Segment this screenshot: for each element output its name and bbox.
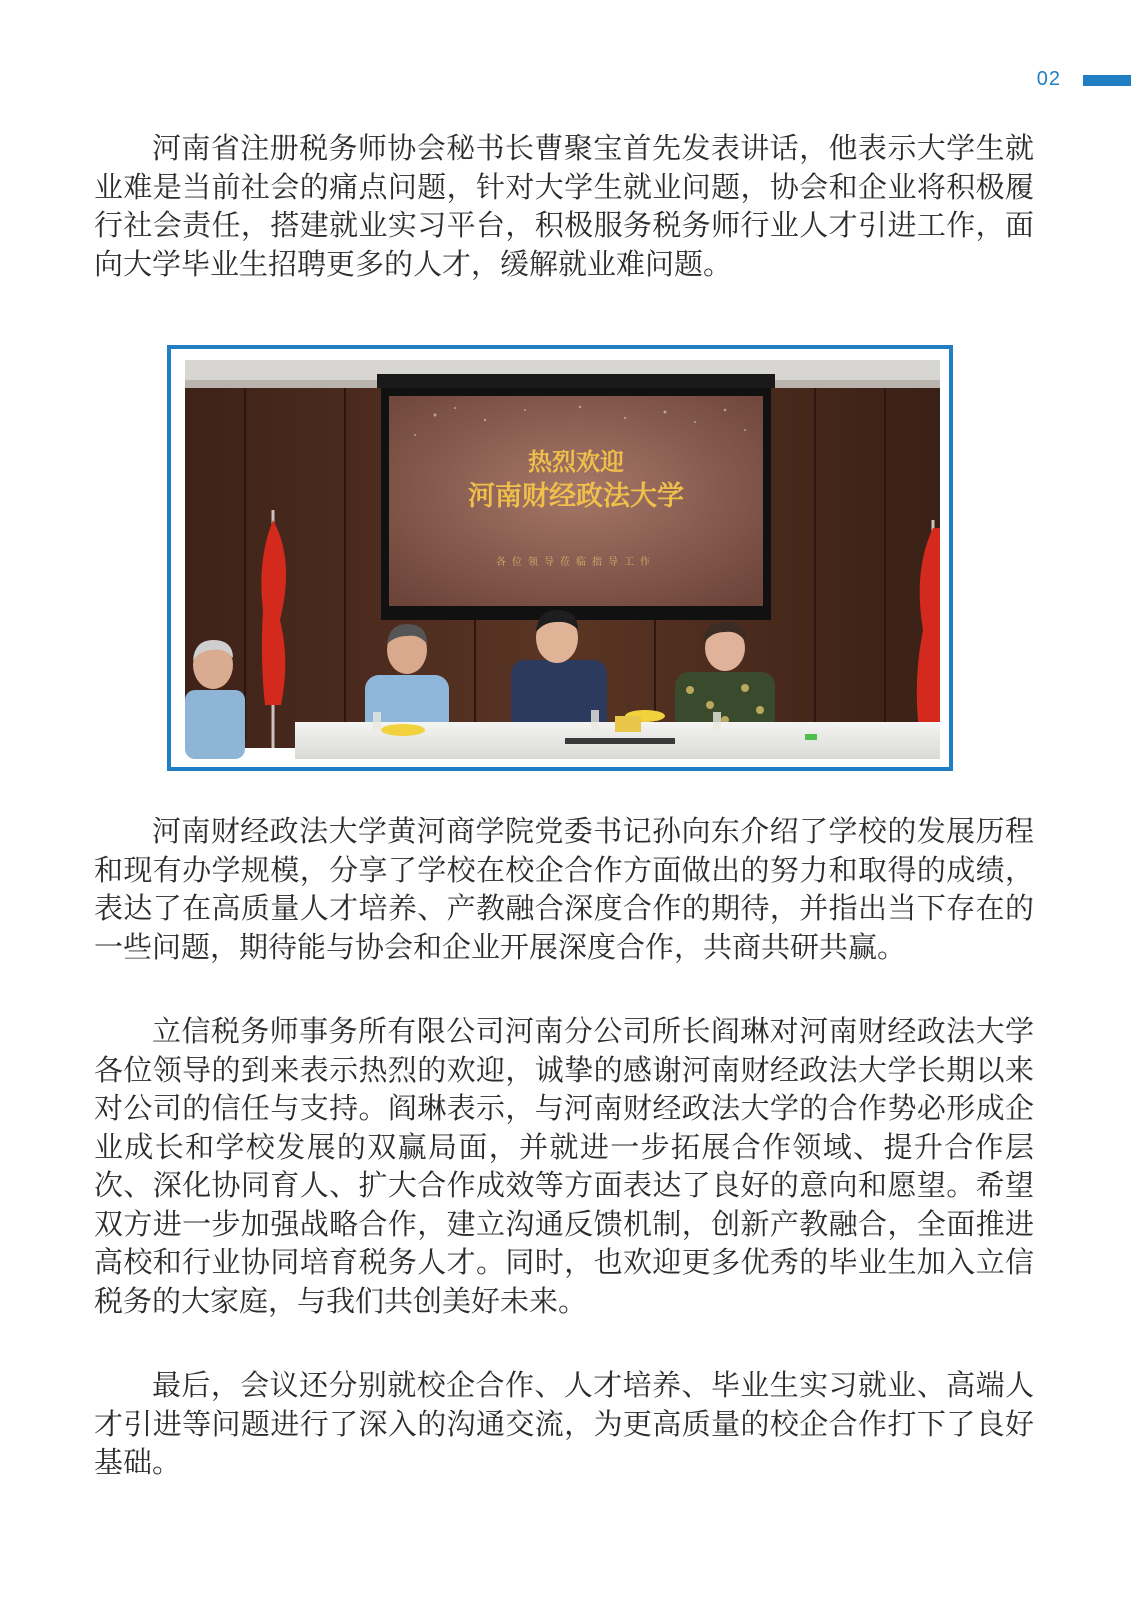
- paragraph-1: 河南省注册税务师协会秘书长曹聚宝首先发表讲话，他表示大学生就业难是当前社会的痛点问题，针对大学生就业问题，协会和企业将积极履行社会责任，搭建就业实习平台，积极服务税务师行业人才引进工作，面向大学毕业生招聘更多的人才，缓解就业难问题。: [94, 131, 1034, 281]
- paragraph-3: 立信税务师事务所有限公司河南分公司所长阎琳对河南财经政法大学各位领导的到来表示热烈的欢迎，诚挚的感谢河南财经政法大学长期以来对公司的信任与支持。阎琳表示，与河南财经政法大学的合作势必形成企业成长和学校发展的双赢局面，并就进一步拓展合作领域、提升合作层次、深化协同育人、扩大合作成效等方面表达了良好的意向和愿望。希望双方进一步加强战略合作，建立沟通反馈机制，创新产教融合，全面推进高校和行业协同培育税务人才。同时，也欢迎更多优秀的毕业生加入立信税务的大家庭，与我们共创美好未来。: [94, 1014, 1034, 1318]
- meeting-photo-frame: [167, 345, 953, 771]
- screen-text-university: 河南财经政法大学: [468, 481, 684, 512]
- page-number: 02: [1036, 68, 1061, 90]
- screen-text-subtitle: 各位领导莅临指导工作: [496, 557, 656, 568]
- page-number-bar: [1083, 75, 1131, 86]
- meeting-photo: [185, 360, 940, 759]
- screen-text-welcome: 热烈欢迎: [528, 448, 624, 476]
- bananas-left: [381, 724, 425, 736]
- paragraph-4: 最后，会议还分别就校企合作、人才培养、毕业生实习就业、高端人才引进等问题进行了深入的沟通交流，为更高质量的校企合作打下了良好基础。: [94, 1368, 1034, 1479]
- paragraph-2: 河南财经政法大学黄河商学院党委书记孙向东介绍了学校的发展历程和现有办学规模，分享了学校在校企合作方面做出的努力和取得的成绩，表达了在高质量人才培养、产教融合深度合作的期待，并指出当下存在的一些问题，期待能与协会和企业开展深度合作，共商共研共赢。: [94, 814, 1034, 964]
